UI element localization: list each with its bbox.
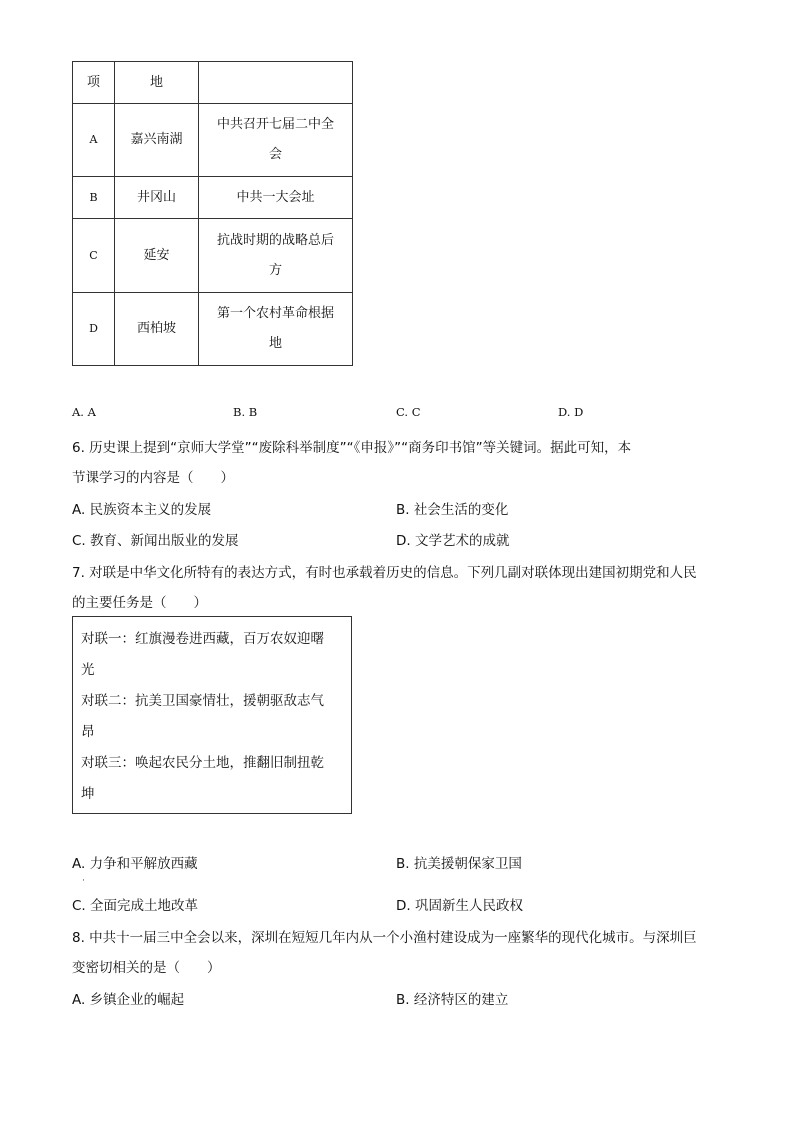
row-letter: D <box>73 293 115 366</box>
q5-option-d[interactable]: D. D <box>558 405 584 419</box>
row-event <box>199 219 353 293</box>
q5-option-b[interactable]: B. B <box>233 405 258 419</box>
table-row <box>73 219 353 293</box>
q7-option-a[interactable]: A. 力争和平解放西藏 <box>72 856 198 872</box>
table-row <box>73 104 353 177</box>
row-event-line: 抗战时期的战略总后 <box>216 232 334 248</box>
couplet-line: 对联二：抗美卫国豪情壮，援朝驱敌志气 <box>81 693 324 709</box>
stray-dot: · <box>82 876 85 886</box>
q6-stem-line: 6. 历史课上提到“京师大学堂”“废除科举制度”“《申报》”“商务印书馆”等关键词。据此可知，本 <box>72 440 632 456</box>
table-row <box>73 177 353 219</box>
q7-stem-line: 的主要任务是（ ） <box>72 595 207 611</box>
row-letter: B <box>73 177 115 219</box>
table-header-row <box>73 62 353 104</box>
row-event <box>199 293 353 366</box>
row-event-line: 会 <box>268 147 282 162</box>
row-place: 西柏坡 <box>115 293 199 366</box>
couplet-line: 光 <box>81 662 95 678</box>
couplet-line: 对联一：红旗漫卷进西藏，百万农奴迎曙 <box>81 631 324 647</box>
q7-stem-line: 7. 对联是中华文化所特有的表达方式，有时也承载着历史的信息。下列几副对联体现出建国初期党和人民 <box>72 565 697 581</box>
couplet-line: 坤 <box>81 786 95 802</box>
q7-option-c[interactable]: C. 全面完成土地改革 <box>72 898 199 914</box>
q6-option-c[interactable]: C. 教育、新闻出版业的发展 <box>72 533 239 549</box>
row-place: 井冈山 <box>115 177 199 219</box>
q5-table <box>72 61 353 366</box>
couplet-line: 对联三：唤起农民分土地，推翻旧制扭乾 <box>81 755 324 771</box>
row-event-line: 中共召开七届二中全 <box>216 117 334 132</box>
q8-option-a[interactable]: A. 乡镇企业的崛起 <box>72 992 185 1008</box>
q8-stem-line: 8. 中共十一届三中全会以来，深圳在短短几年内从一个小渔村建设成为一座繁华的现代化城市。与深圳巨 <box>72 930 697 946</box>
row-event-line: 地 <box>268 336 282 351</box>
row-event <box>199 177 353 219</box>
couplet-line: 昂 <box>81 724 95 740</box>
row-event <box>199 104 353 177</box>
q5-option-a[interactable]: A. A <box>72 405 96 419</box>
row-event-line: 方 <box>268 262 282 278</box>
q6-option-a[interactable]: A. 民族资本主义的发展 <box>72 502 212 518</box>
header-cell-event <box>199 62 353 104</box>
header-cell-place: 地 <box>115 62 199 104</box>
q6-option-d[interactable]: D. 文学艺术的成就 <box>396 533 510 549</box>
q8-stem-line: 变密切相关的是（ ） <box>72 960 221 976</box>
q6-stem-line: 节课学习的内容是（ ） <box>72 470 234 486</box>
row-letter: C <box>73 219 115 293</box>
q8-option-b[interactable]: B. 经济特区的建立 <box>396 992 509 1008</box>
header-cell-item: 项 <box>73 62 115 104</box>
q6-option-b[interactable]: B. 社会生活的变化 <box>396 502 509 518</box>
row-event-line: 第一个农村革命根据 <box>216 306 334 321</box>
q7-option-b[interactable]: B. 抗美援朝保家卫国 <box>396 856 522 872</box>
q7-option-d[interactable]: D. 巩固新生人民政权 <box>396 898 523 914</box>
row-place: 延安 <box>115 219 199 293</box>
row-event-line: 中共一大会址 <box>236 189 315 205</box>
table-row <box>73 293 353 366</box>
q5-option-c[interactable]: C. C <box>396 405 421 419</box>
row-place: 嘉兴南湖 <box>115 104 199 177</box>
couplet-box <box>72 616 352 814</box>
row-letter: A <box>73 104 115 177</box>
